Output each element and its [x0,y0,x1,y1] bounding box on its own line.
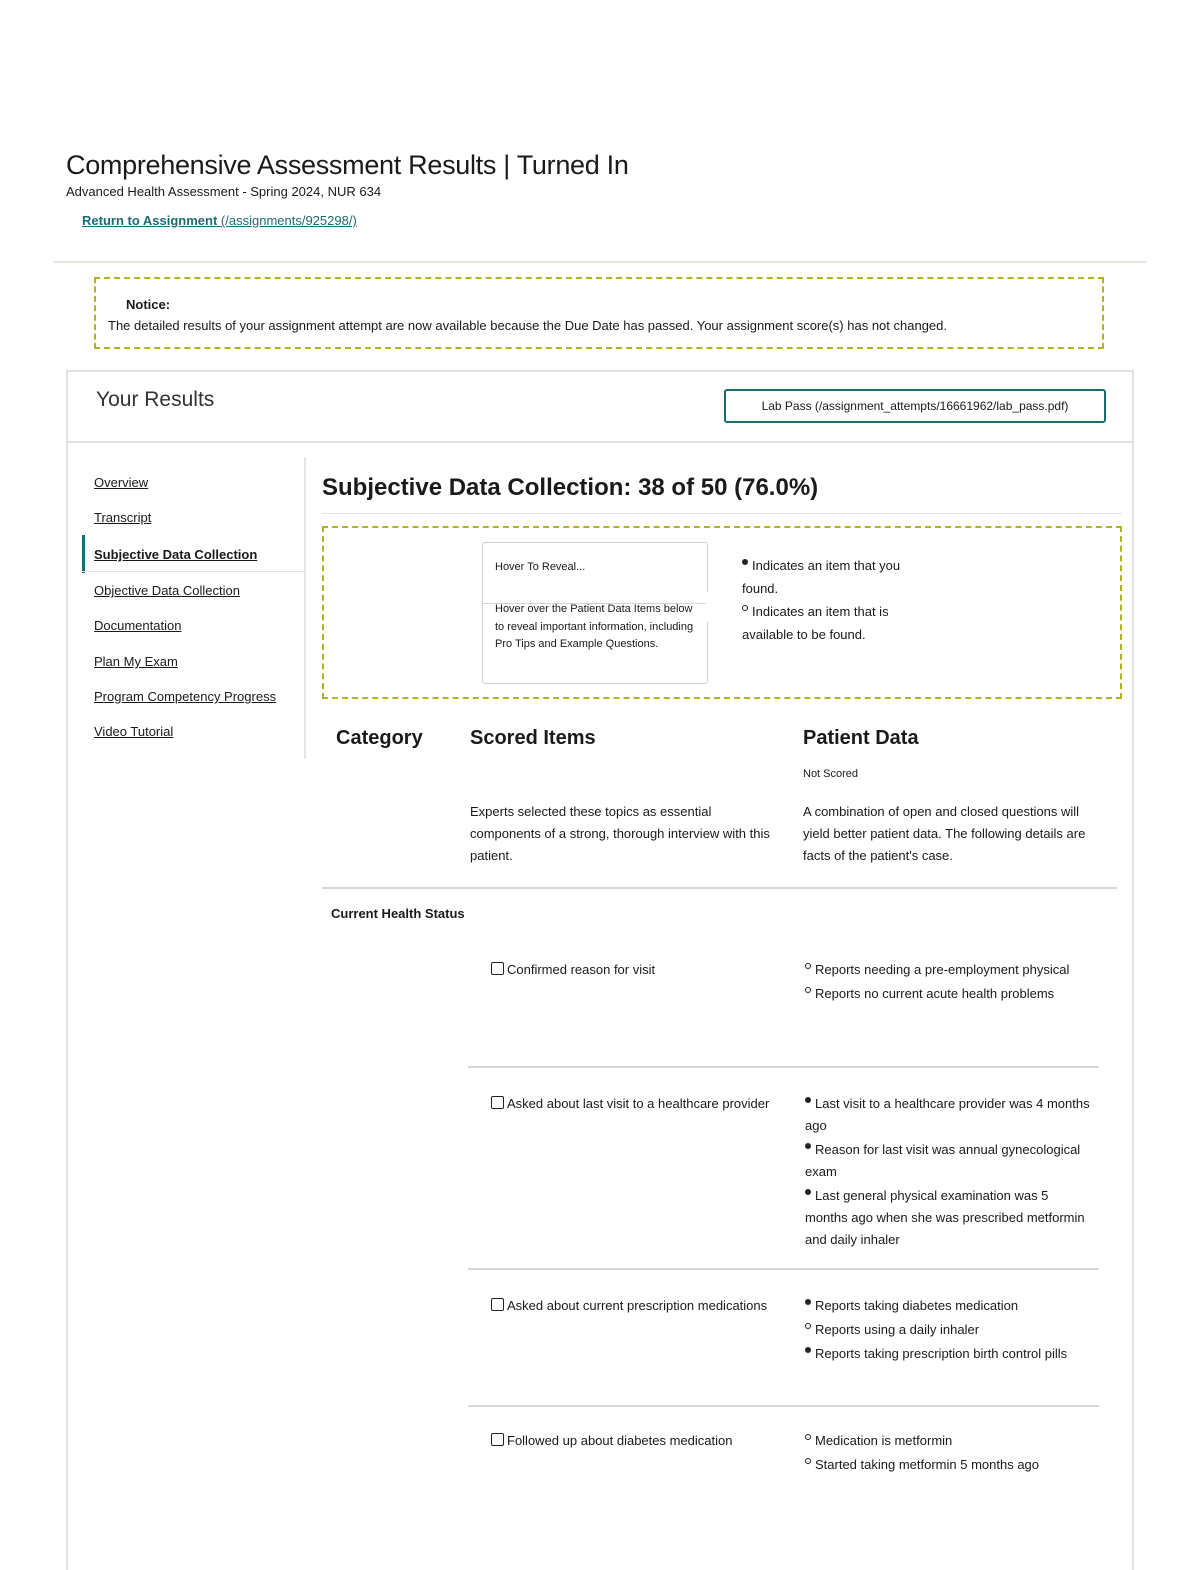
hover-card-title: Hover To Reveal... [495,561,586,573]
list-item[interactable] [805,1295,1090,1317]
sidebar-item-documentation[interactable]: Documentation [94,618,182,633]
scored-item-label: Asked about current prescription medications [507,1298,768,1313]
legend-available [742,600,917,646]
list-item[interactable] [805,983,1090,1005]
header-divider [54,261,1146,263]
legend-available-text: Indicates an item that is available to be found. [742,604,889,642]
scored-item-label: Asked about last visit to a healthcare provider [507,1096,770,1111]
column-header-patient-data: Patient Data [803,727,919,749]
column-header-scored-items: Scored Items [470,727,596,749]
section-divider [322,513,1122,514]
patient-data-description: A combination of open and closed questions will yield better patient data. The following details are facts of the patient's case. [803,804,1086,863]
list-item[interactable] [805,959,1090,981]
sidebar-item-plan-my-exam[interactable]: Plan My Exam [94,654,178,669]
row-divider [468,1405,1099,1407]
results-panel [66,370,1134,1570]
finding-text: Reports taking diabetes medication [815,1298,1019,1313]
finding-text: Last general physical examination was 5 months ago when she was prescribed metformin and daily inhaler [805,1188,1085,1247]
sidebar-item-overview[interactable]: Overview [94,475,149,490]
finding-text: Reports no current acute health problems [815,986,1055,1001]
patient-data-list [805,1295,1090,1367]
section-title: Subjective Data Collection: 38 of 50 (76.0%) [322,474,819,501]
notice-title: Notice: [126,297,171,312]
patient-data-list [805,959,1090,1007]
hover-card-pointer [706,592,712,622]
table-row [468,959,1099,1069]
category-label: Current Health Status [331,906,465,921]
finding-text: Reports using a daily inhaler [815,1322,980,1337]
table-row [468,1430,1099,1510]
legend-found-text: Indicates an item that you found. [742,558,901,596]
active-divider [82,571,304,572]
column-header-category: Category [336,727,423,749]
available-dot-icon [805,1458,811,1464]
table-header-divider [322,887,1117,889]
notice-text: The detailed results of your assignment attempt are now available because the Due Date has passed. Your assignment score(s) has not changed. [108,318,947,333]
return-link-url: (/assignments/925298/) [217,213,357,228]
hover-card-body: Hover over the Patient Data Items below to reveal important information, including Pro Tips and Example Questions. [495,603,694,650]
table-row [468,1295,1099,1410]
active-indicator [82,535,85,573]
sidebar-item-video-tutorial[interactable]: Video Tutorial [94,724,174,739]
found-dot-icon [805,1143,811,1149]
sidebar-item-objective-data-collection[interactable]: Objective Data Collection [94,583,240,598]
list-item[interactable] [805,1319,1090,1341]
found-dot-icon [742,559,748,565]
finding-text: Reason for last visit was annual gynecological exam [805,1142,1081,1179]
checkbox-icon [491,1298,504,1311]
list-item[interactable] [805,1093,1090,1137]
course-subtitle: Advanced Health Assessment - Spring 2024, NUR 634 [66,184,382,199]
scored-items-description: Experts selected these topics as essential components of a strong, thorough interview with this patient. [470,804,770,863]
available-dot-icon [742,605,748,611]
scored-item [491,1295,781,1316]
return-to-assignment-link[interactable] [82,213,357,228]
sidebar-item-program-competency-progress[interactable]: Program Competency Progress [94,689,277,704]
results-title: Your Results [96,388,215,411]
found-dot-icon [805,1097,811,1103]
available-dot-icon [805,1323,811,1329]
row-divider [468,1066,1099,1068]
patient-data-list [805,1430,1090,1478]
finding-text: Reports needing a pre-employment physical [815,962,1070,977]
legend-found [742,554,917,600]
finding-text: Last visit to a healthcare provider was 4 months ago [805,1096,1090,1133]
checkbox-icon [491,1433,504,1446]
row-divider [468,1268,1099,1270]
finding-text: Reports taking prescription birth control pills [815,1346,1068,1361]
found-dot-icon [805,1347,811,1353]
scored-item-label: Followed up about diabetes medication [507,1433,733,1448]
scored-item-label: Confirmed reason for visit [507,962,656,977]
patient-data-list [805,1093,1090,1253]
scored-item [491,1430,781,1451]
list-item[interactable] [805,1430,1090,1452]
sidebar-item-subjective-data-collection[interactable]: Subjective Data Collection [94,547,258,562]
scored-item [491,959,781,980]
available-dot-icon [805,1434,811,1440]
finding-text: Medication is metformin [815,1433,953,1448]
sidebar-nav [82,457,306,759]
page-title: Comprehensive Assessment Results | Turned In [66,150,629,180]
not-scored-label: Not Scored [803,768,859,780]
available-dot-icon [805,987,811,993]
list-item[interactable] [805,1185,1090,1251]
hover-to-reveal-card[interactable] [482,542,708,684]
found-dot-icon [805,1189,811,1195]
notice-box [94,277,1104,349]
checkbox-icon [491,962,504,975]
lab-pass-button[interactable]: Lab Pass (/assignment_attempts/16661962/lab_pass.pdf) [724,389,1106,423]
scored-item [491,1093,781,1114]
found-dot-icon [805,1299,811,1305]
legend-box [322,526,1122,699]
available-dot-icon [805,963,811,969]
list-item[interactable] [805,1454,1090,1476]
list-item[interactable] [805,1343,1090,1365]
list-item[interactable] [805,1139,1090,1183]
finding-text: Started taking metformin 5 months ago [815,1457,1040,1472]
sidebar-item-transcript[interactable]: Transcript [94,510,152,525]
results-header-divider [68,441,1132,443]
table-row [468,1093,1099,1273]
return-link-label: Return to Assignment [82,213,218,228]
checkbox-icon [491,1096,504,1109]
